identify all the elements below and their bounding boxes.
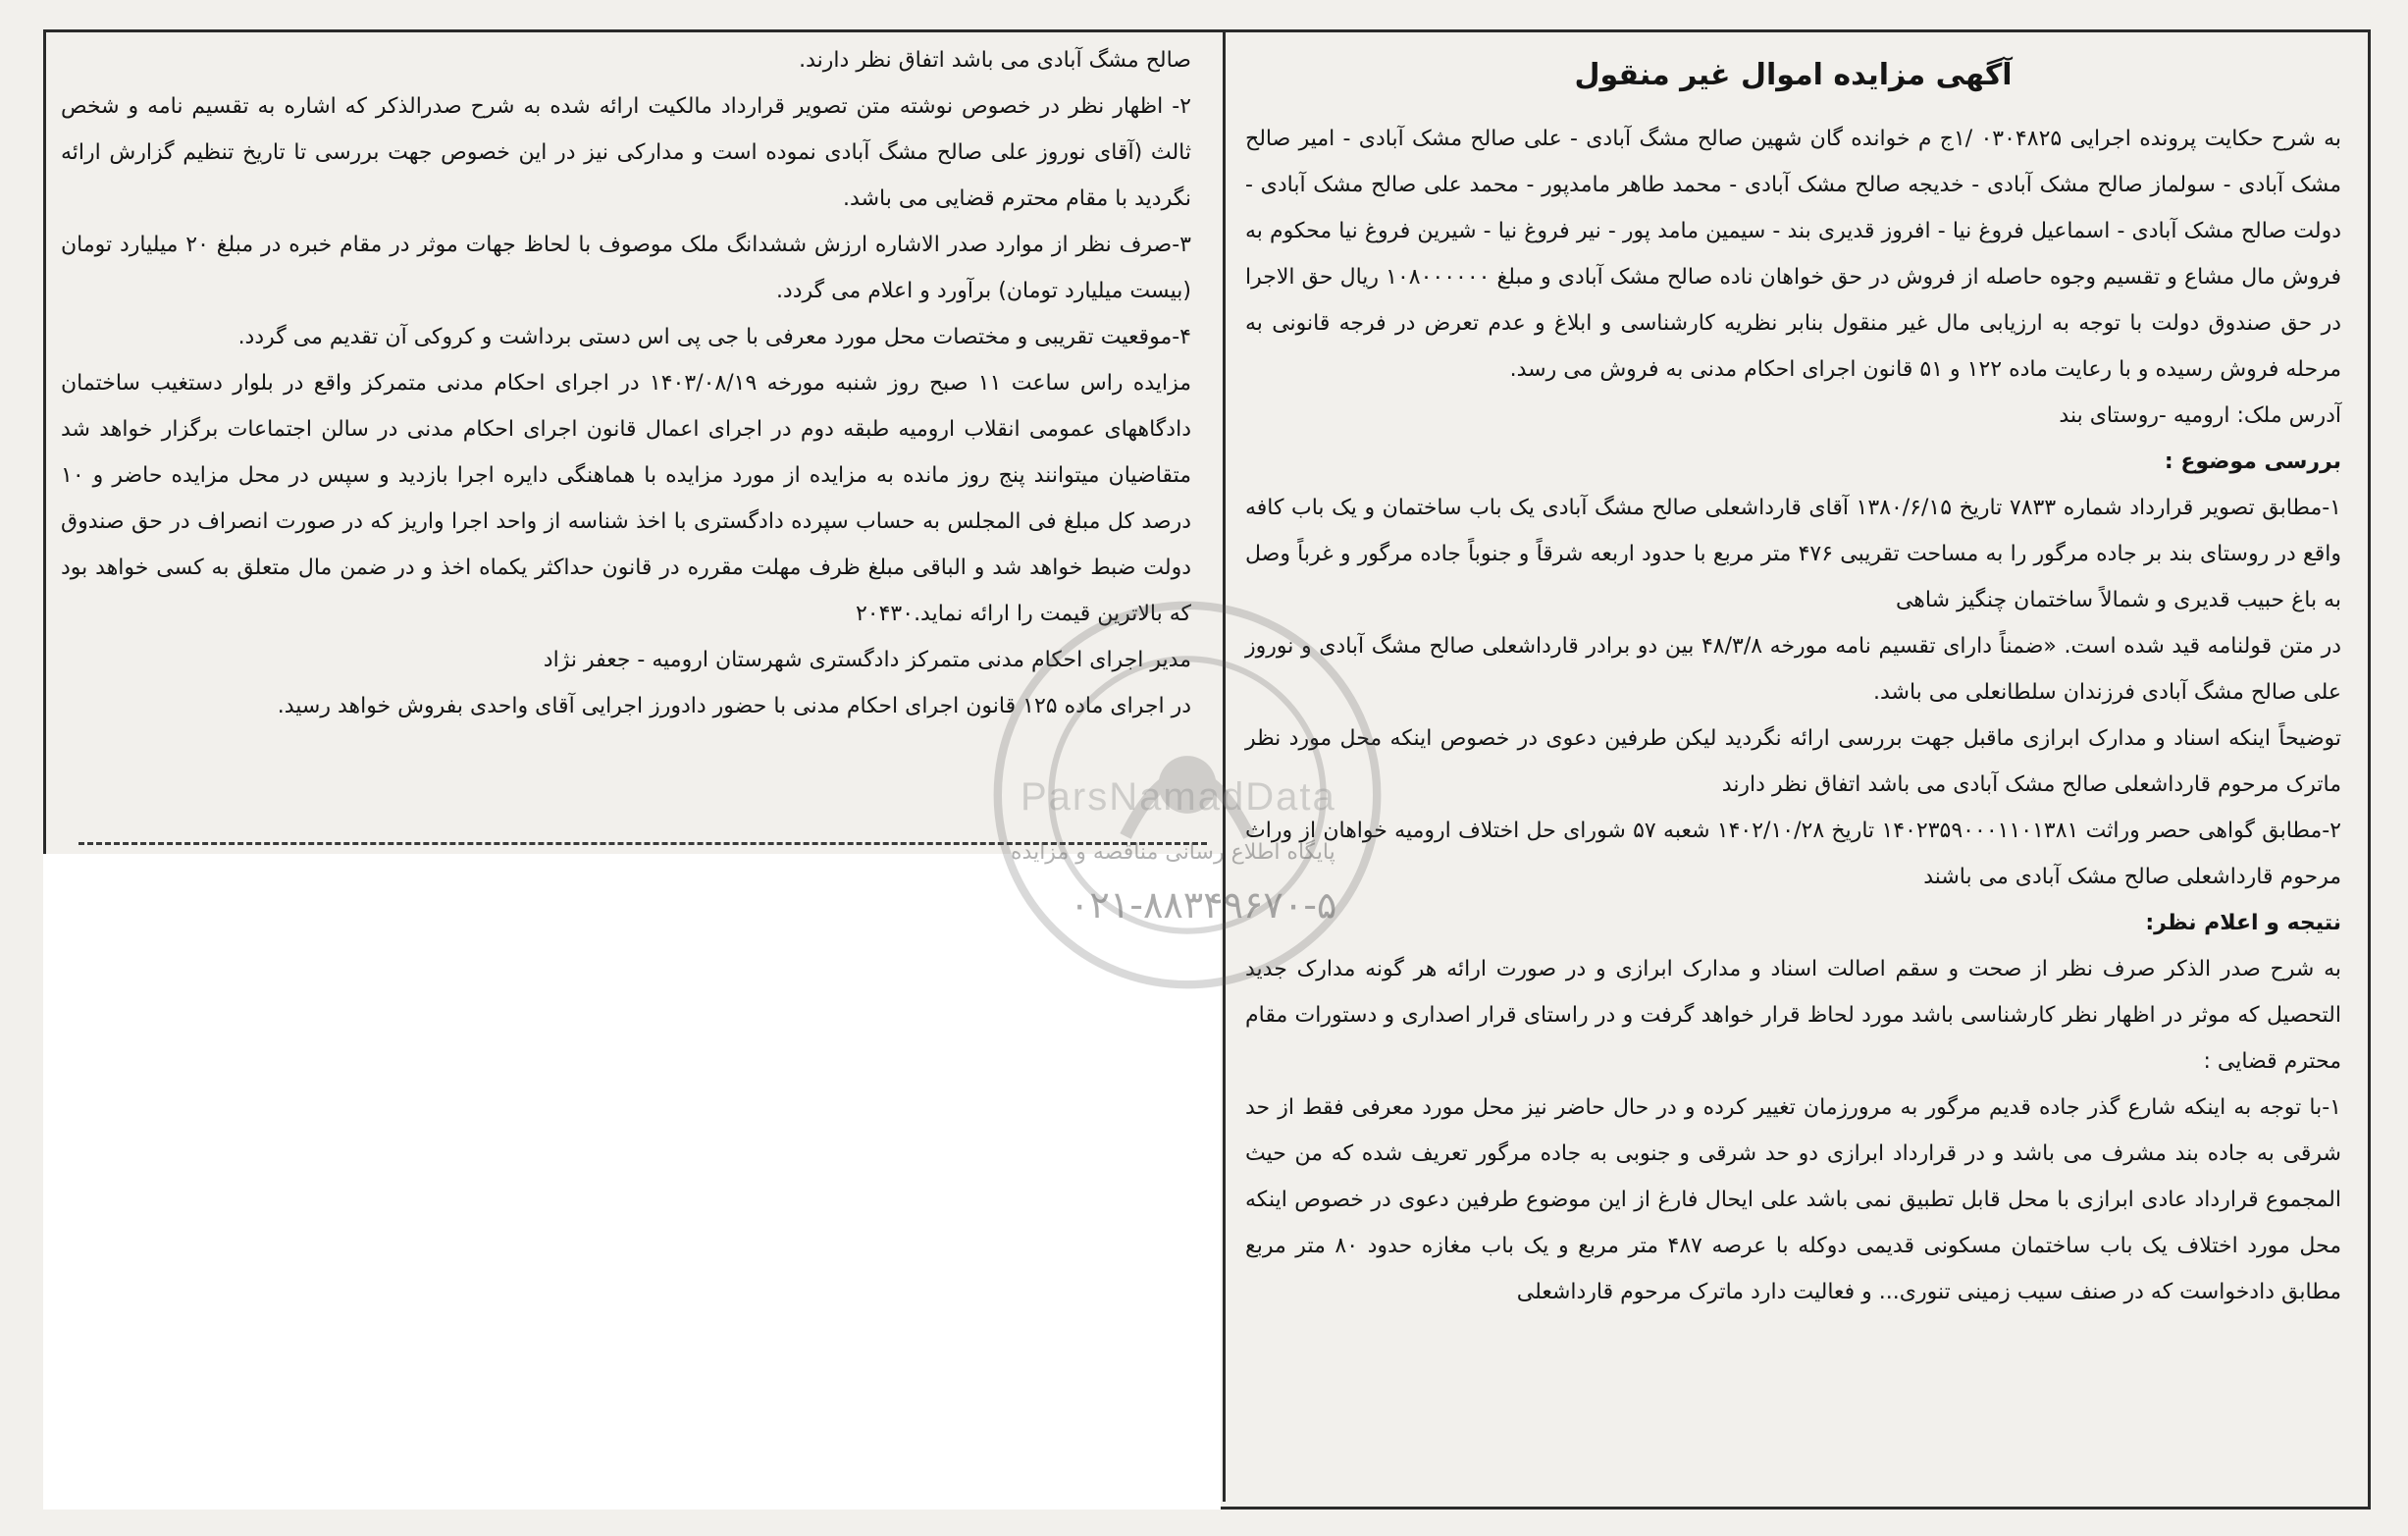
property-address: آدرس ملک: ارومیه -روستای بند <box>2059 403 2341 428</box>
conclusion-intro: به شرح صدر الذکر صرف نظر از صحت و سقم اصالت اسناد و مدارک ابرازی و در صورت ارائه هر گونه مدارک جدید التحصیل که موثر در اظهار نظر کارشناسی باشد مورد لحاظ قرار خواهد گرفت و در راستای قرار اصداری و دستورات مقام محترم قضایی : <box>1245 957 2341 1074</box>
conclusion-item-2: ۲- اظهار نظر در خصوص نوشته متن تصویر قرارداد مالکیت ارائه شده به شرح صدرالذکر که اشاره به تقسیم نامه و شخص ثالث (آقای نوروز علی صالح مشگ آبادی نموده است و مدارکی نیز در این خصوص جهت بررسی تا تاریخ تنظیم گزارش ارائه نگردید با مقام محترم قضایی می باشد. <box>61 94 1191 211</box>
conclusion-heading: نتیجه و اعلام نظر: <box>2145 911 2341 935</box>
watermark-phone: ۰۲۱-۸۸۳۴۹۶۷۰-۵ <box>1070 883 1337 927</box>
continuation-line: صالح مشگ آبادی می باشد اتفاق نظر دارند. <box>799 48 1191 73</box>
left-column <box>43 29 1217 729</box>
conclusion-item-1: ۱-با توجه به اینکه شارع گذر جاده قدیم مرگور به مرورزمان تغییر کرده و در حال حاضر نیز محل مورد معرفی فقط از حد شرقی به جاده بند مشرف می باشد و در قرارداد ابرازی دو حد شرقی و جنوبی به جاده مرگور تعریف شده که من حیث المجموع قرارداد عادی ابرازی با محل قابل تطبیق نمی باشد علی ایحال فارغ از این موضوع طرفین دعوی در خصوص اینکه محل مورد اختلاف یک باب ساختمان مسکونی قدیمی دوکله با عرصه ۴۸۷ متر مربع و یک باب مغازه حدود ۸۰ متر مربع مطابق دادخواست که در صنف سیب زمینی تنوری... و فعالیت دارد ماترک مرحوم قارداشعلی <box>1245 1095 2341 1304</box>
review-explanation: توضیحاً اینکه اسناد و مدارک ابرازی ماقبل جهت بررسی ارائه نگردید لیکن طرفین دعوی در خصوص اینکه محل مورد نظر ماترک مرحوم قارداشعلی صالح مشک آبادی می باشد اتفاق نظر دارند <box>1245 726 2341 797</box>
case-intro: به شرح حکایت پرونده اجرایی ۰۳۰۴۸۲۵ /۱ج م خوانده گان شهین صالح مشگ آبادی - علی صالح مشک آبادی - امیر صالح مشک آبادی - سولماز صالح مشک آبادی - خدیجه صالح مشک آبادی - محمد طاهر مامدپور - محمد علی صالح مشک آبادی - دولت صالح مشک آبادی - اسماعیل فروغ نیا - افروز قدیری بند - سیمین مامد پور - نیر فروغ نیا - شیرین فروغ نیا محکوم به فروش مال مشاع و تقسیم وجوه حاصله از فروش در حق خواهان ناده صالح مشک آبادی و مبلغ ۱۰۸۰۰۰۰۰۰ ریال حق الاجرا در حق صندوق دولت با توجه به ارزیابی مال غیر منقول بنابر نظریه کارشناسی و ابلاغ و عدم تعرض در فرجه قانونی به مرحله فروش رسیده و با رعایت ماده ۱۲۲ و ۵۱ قانون اجرای احکام مدنی به فروش می رسد. <box>1245 127 2342 382</box>
watermark-caption: پایگاه اطلاع رسانی مناقصه و مزایده <box>1011 840 1335 865</box>
auction-details: مزایده راس ساعت ۱۱ صبح روز شنبه مورخه ۱۴۰۳/۰۸/۱۹ در اجرای احکام مدنی متمرکز واقع در بلوار دستغیب ساختمان دادگاههای عمومی انقلاب ارومیه طبقه دوم در اجرای اعمال قانون اجرای احکام مدنی در سالن اجتماعات برگزار خواهد شد متقاضیان میتوانند پنج روز مانده به مزایده از مورد مزایده با هماهنگی دایره اجرا بازدید و سپس در محل مزایده حاضر و ۱۰ درصد کل مبلغ فی المجلس به حساب سپرده دادگستری با اخذ شناسه از واحد اجرا واریز که در صورت انصراف در حق صندوق دولت ضبط خواهد شد و الباقی مبلغ ظرف مهلت مقرره در قانون حداکثر یکماه اخذ و در ضمن مال متعلق به کسی خواهد بود که بالاترین قیمت را ارائه نماید.۲۰۴۳۰ <box>61 371 1191 626</box>
blank-area <box>43 854 1221 1510</box>
review-item-2: ۲-مطابق گواهی حصر وراثت ۱۴۰۲۳۵۹۰۰۰۱۱۰۱۳۸۱ تاریخ ۱۴۰۲/۱۰/۲۸ شعبه ۵۷ شورای حل اختلاف ارومیه خواهان از وراث مرحوم قارداشعلی صالح مشک آبادی می باشند <box>1245 819 2341 889</box>
right-column <box>1223 29 2357 1502</box>
execution-note: در اجرای ماده ۱۲۵ قانون اجرای احکام مدنی با حضور دادورز اجرایی آقای واحدی بفروش خواهد رسید. <box>277 694 1191 718</box>
review-item-1: ۱-مطابق تصویر قرارداد شماره ۷۸۳۳ تاریخ ۱۳۸۰/۶/۱۵ آقای قارداشعلی صالح مشگ آبادی یک باب ساختمان و یک باب کافه واقع در روستای بند بر جاده مرگور را به مساحت تقریبی ۴۷۶ متر مربع با حدود اربعه شرقاً و جنوباً جاده مرگور و غرباً وصل به باغ حبیب قدیری و شمالاً ساختمان چنگیز شاهی <box>1245 496 2341 612</box>
notice-title: آگهی مزایده اموال غیر منقول <box>1574 58 2013 92</box>
watermark-brand: ParsNamadData <box>1021 775 1336 819</box>
review-heading: بررسی موضوع : <box>2164 450 2341 474</box>
conclusion-item-3: ۳-صرف نظر از موارد صدر الاشاره ارزش ششدانگ ملک موصوف با لحاظ جهات موثر در مقام خبره در مبلغ ۲۰ میلیارد تومان (بیست میلیارد تومان) برآورد و اعلام می گردد. <box>61 233 1191 303</box>
signature-line: مدیر اجرای احکام مدنی متمرکز دادگستری شهرستان ارومیه - جعفر نژاد <box>543 648 1191 672</box>
conclusion-item-4: ۴-موقعیت تقریبی و مختصات محل مورد معرفی با جی پی اس دستی برداشت و کروکی آن تقدیم می گردد. <box>237 325 1191 349</box>
review-quote: در متن قولنامه قید شده است. «ضمناً دارای تقسیم نامه مورخه ۴۸/۳/۸ بین دو برادر قارداشعلی صالح مشگ آبادی و نوروز علی صالح مشگ آبادی فرزندان سلطانعلی می باشد. <box>1245 634 2341 705</box>
